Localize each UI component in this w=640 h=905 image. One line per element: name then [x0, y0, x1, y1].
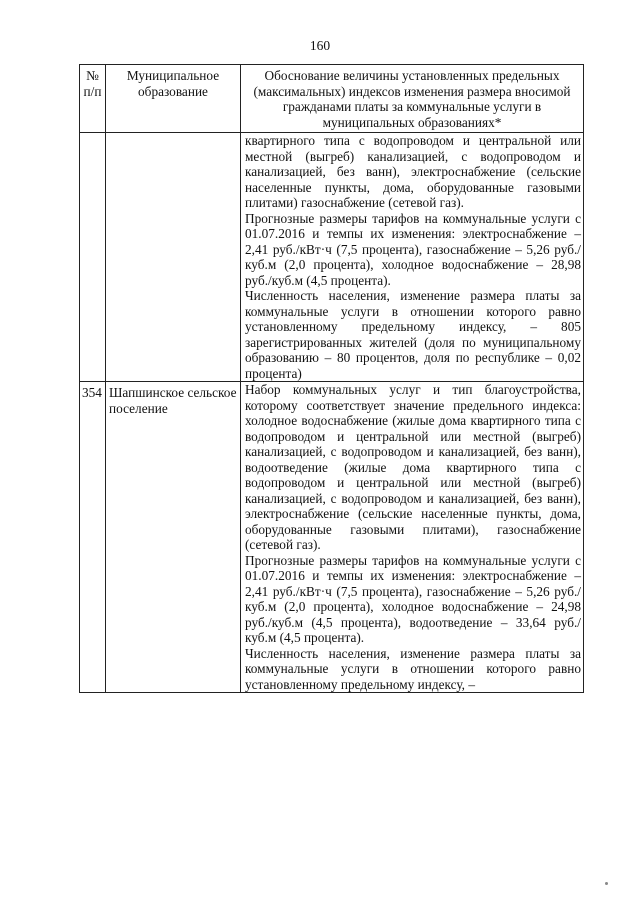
table-row	[80, 382, 584, 693]
row-justification	[241, 133, 584, 382]
row-number: 354	[80, 382, 106, 693]
row-municipality: Шапшинское сельское поселение	[106, 382, 241, 693]
paragraph: Численность населения, изменение размера платы за коммунальные услуги в отношении которого равно установленному предельному индексу, – 805 зарегистрированных жителей (доля по муниципальному образованию – 80 процентов, доля по республике – 0,02 процента)	[245, 288, 581, 381]
row-justification	[241, 382, 584, 693]
paragraph: Прогнозные размеры тарифов на коммунальные услуги с 01.07.2016 и темпы их изменения: электроснабжение – 2,41 руб./кВт·ч (7,5 процента), газоснабжение – 5,26 руб./куб.м (2,0 процента), холодное водоснабжение – 24,98 руб./куб.м (4,5 процента), водоотведение – 33,64 руб./куб.м (4,5 процента).	[245, 552, 581, 645]
paragraph: Набор коммунальных услуг и тип благоустройства, которому соответствует значение предельного индекса: холодное водоснабжение (жилые дома квартирного типа с водопроводом и центральной или местной (выгреб) канализацией, с водопроводом и канализацией, без ванн), водоотведение (жилые дома квартирного типа с водопроводом и центральной или местной (выгреб) канализацией, с водопроводом и канализацией, без ванн), электроснабжение (сельские населенные пункты, дома, оборудованные газовыми плитами), газоснабжение (сетевой газ).	[245, 382, 581, 552]
page-number: 160	[309, 38, 331, 53]
paragraph: Численность населения, изменение размера платы за коммунальные услуги в отношении которого равно установленному предельному индексу, –	[245, 645, 581, 692]
tariff-table	[79, 64, 584, 693]
table-row	[80, 133, 584, 382]
paragraph: Прогнозные размеры тарифов на коммунальные услуги с 01.07.2016 и темпы их изменения: электроснабжение – 2,41 руб./кВт·ч (7,5 процента), газоснабжение – 5,26 руб./куб.м (2,0 процента), холодное водоснабжение – 28,98 руб./куб.м (4,5 процента).	[245, 210, 581, 288]
table-header-row	[80, 65, 584, 133]
header-justification: Обоснование величины установленных предельных (максимальных) индексов изменения размера вносимой гражданами платы за коммунальные услуги в муниципальных образованиях*	[241, 65, 584, 133]
paragraph: квартирного типа с водопроводом и центральной или местной (выгреб) канализацией, с водопроводом и канализацией, без ванн), электроснабжение (сельские населенные пункты, дома, оборудованные газовыми плитами) газоснабжение (сетевой газ).	[245, 133, 581, 210]
scan-speck	[605, 882, 608, 885]
header-municipality: Муниципальное образование	[106, 65, 241, 133]
row-municipality	[106, 133, 241, 382]
header-number: № п/п	[80, 65, 106, 133]
row-number	[80, 133, 106, 382]
